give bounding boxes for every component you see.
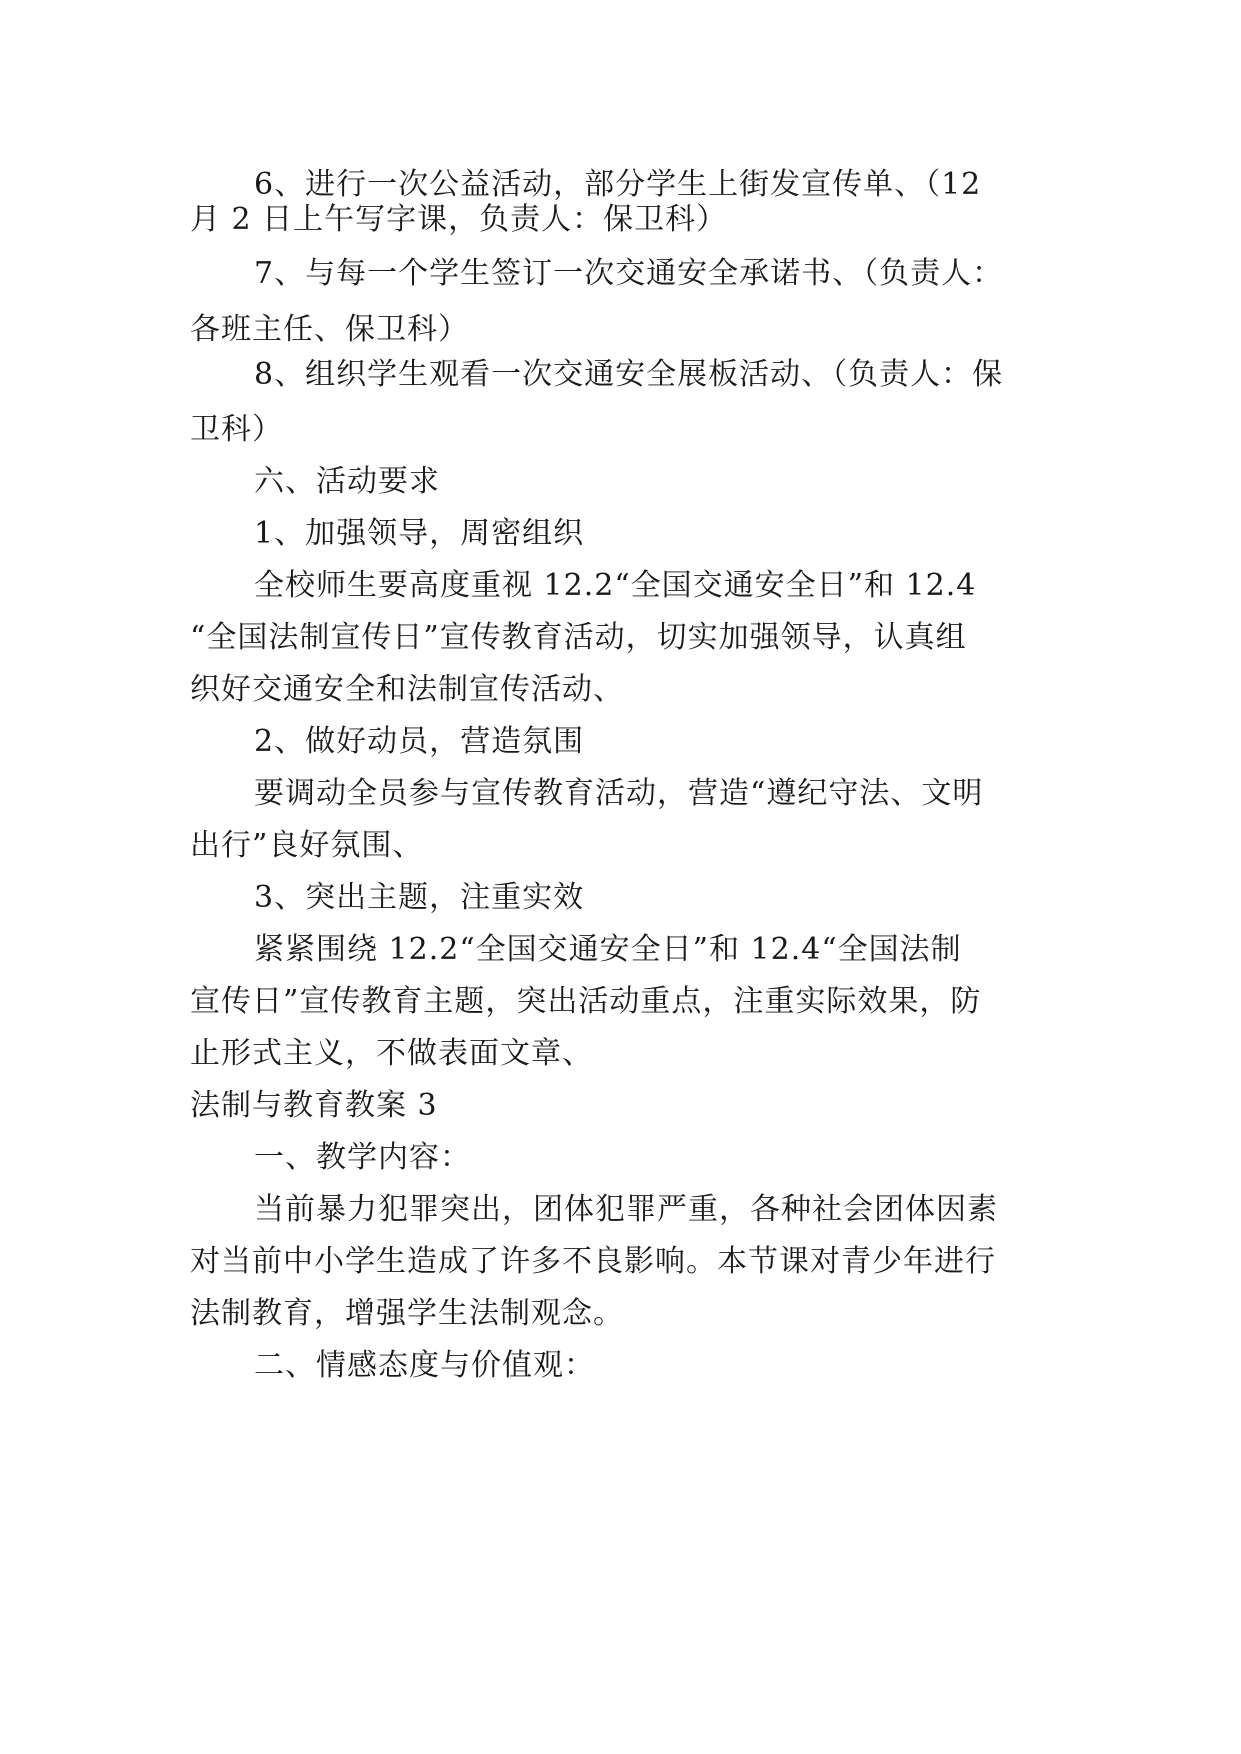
text-line: 要调动全员参与宣传教育活动，营造“遵纪守法、文明 bbox=[254, 776, 984, 811]
text-line: 6、进行一次公益活动，部分学生上街发宣传单、（12 bbox=[254, 167, 982, 202]
section-heading: 二、情感态度与价值观： bbox=[254, 1348, 595, 1383]
text-line: 8、组织学生观看一次交通安全展板活动、（负责人：保 bbox=[254, 357, 1004, 392]
text-line: 当前暴力犯罪突出，团体犯罪严重，各种社会团体因素 bbox=[254, 1192, 998, 1227]
subsection-heading: 2、做好动员，营造氛围 bbox=[254, 724, 585, 759]
text-line: 7、与每一个学生签订一次交通安全承诺书、（负责人： bbox=[254, 256, 1004, 291]
text-line: 法制教育，增强学生法制观念。 bbox=[190, 1296, 624, 1331]
text-line: 宣传日”宣传教育主题，突出活动重点，注重实际效果，防 bbox=[190, 984, 982, 1019]
text-line: 全校师生要高度重视 12.2“全国交通安全日”和 12.4 bbox=[254, 568, 977, 603]
section-heading: 一、教学内容： bbox=[254, 1140, 471, 1175]
document-title: 法制与教育教案 3 bbox=[190, 1088, 438, 1123]
text-line: 紧紧围绕 12.2“全国交通安全日”和 12.4“全国法制 bbox=[254, 932, 962, 967]
text-line: 对当前中小学生造成了许多不良影响。本节课对青少年进行 bbox=[190, 1244, 996, 1279]
text-line: 各班主任、保卫科） bbox=[190, 312, 469, 347]
subsection-heading: 3、突出主题，注重实效 bbox=[254, 880, 585, 915]
text-line: “全国法制宣传日”宣传教育活动，切实加强领导，认真组 bbox=[190, 620, 967, 655]
subsection-heading: 1、加强领导，周密组织 bbox=[254, 516, 585, 551]
text-line: 卫科） bbox=[190, 412, 283, 447]
text-line: 织好交通安全和法制宣传活动、 bbox=[190, 672, 624, 707]
text-line: 月 2 日上午写字课，负责人：保卫科） bbox=[190, 202, 728, 237]
text-line: 出行”良好氛围、 bbox=[190, 828, 424, 863]
section-heading: 六、活动要求 bbox=[254, 464, 440, 499]
text-line: 止形式主义，不做表面文章、 bbox=[190, 1036, 593, 1071]
